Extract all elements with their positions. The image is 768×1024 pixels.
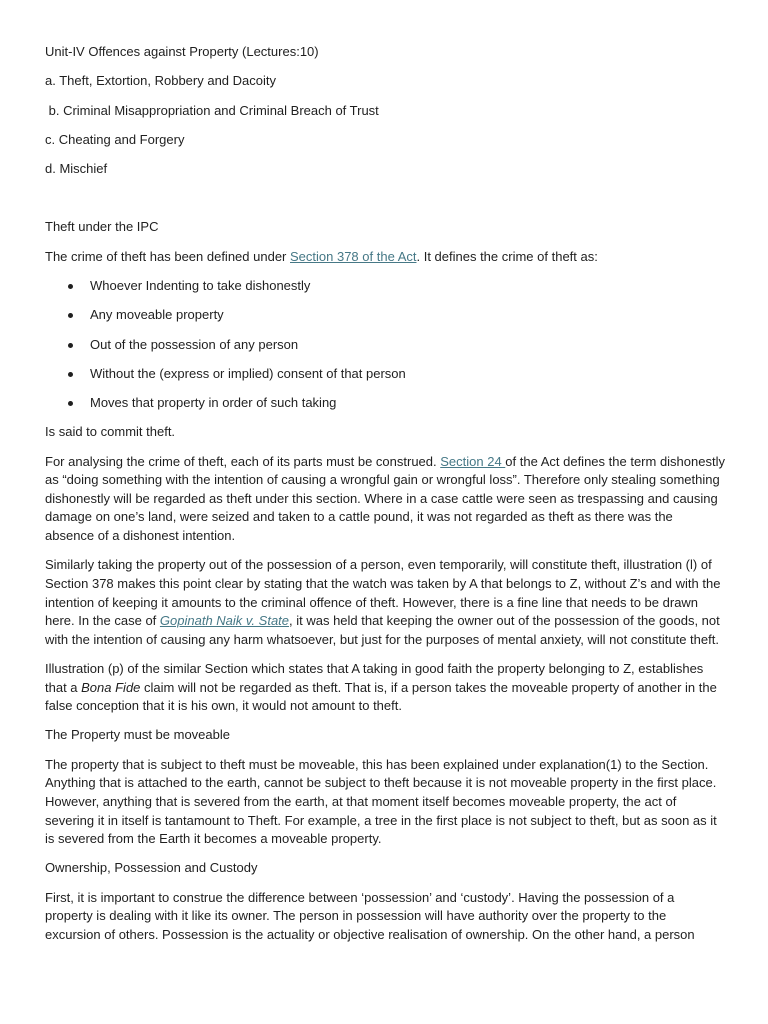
conclusion-text: Is said to commit theft. [45, 424, 176, 440]
spacer [45, 189, 725, 218]
list-item: Any moveable property [90, 306, 725, 325]
case-link-gopinath-naik[interactable]: Gopinath Naik v. State [159, 613, 290, 629]
list-item: Without the (express or implied) consent of that person [90, 365, 725, 384]
moveable-heading: The Property must be moveable [45, 727, 230, 743]
moveable-paragraph: The property that is subject to theft must be moveable, this has been explained under explanation(1) to the Section. Anything that is attached to the earth, cannot be subject to theft because it is not moveable property in the first place. However, anything that is severed from the earth, at that moment itself becomes moveable property, the act of severing it in itself is tantamount to Theft. For example, a tree in the first place is not subject to theft, but as soon as it is severed from the Earth it becomes a moveable property. [45, 756, 717, 847]
unit-heading: Unit-IV Offences against Property (Lectures:10) [45, 44, 319, 59]
topic-item: b. Criminal Misappropriation and Criminal Breach of Trust [45, 102, 379, 118]
document-page [45, 43, 725, 955]
section-378-link[interactable]: Section 378 of the Act [290, 248, 417, 264]
topic-item: d. Mischief [45, 161, 108, 177]
section-24-link[interactable]: Section 24 [440, 453, 506, 469]
ownership-heading: Ownership, Possession and Custody [45, 860, 258, 876]
paragraph-text: Illustration (p) of the similar Section which states that A taking in good faith the property belonging to Z, establishes that a [45, 660, 704, 695]
theft-heading: Theft under the IPC [45, 219, 159, 235]
paragraph-text: claim will not be regarded as theft. That is, if a person takes the moveable property of another in the false conception that it is his own, it would not amount to theft. [45, 679, 717, 714]
topic-item: c. Cheating and Forgery [45, 131, 185, 147]
topic-item: a. Theft, Extortion, Robbery and Dacoity [45, 73, 276, 89]
intro-text: The crime of theft has been defined under [45, 248, 290, 264]
analysis-paragraph [45, 453, 725, 546]
possession-paragraph [45, 556, 725, 649]
illustration-paragraph [45, 660, 725, 716]
paragraph-text: Similarly taking the property out of the possession of a person, even temporarily, will constitute theft, illustration (l) of Section 378 makes this point clear by stating that the watch was taken by A that belongs to Z, without Z’s and with the intention of keeping it amounts to the criminal offence of theft. However, there is a fine line that needs to be drawn here. In the case of [45, 557, 721, 629]
intro-paragraph [45, 248, 725, 267]
bona-fide-emphasis: Bona Fide [81, 679, 141, 695]
ownership-paragraph: First, it is important to construe the difference between ‘possession’ and ‘custody’. Having the possession of a property is dealing with it like its owner. The person in possession will have authority over the property to the excursion of others. Possession is the actuality or objective realisation of ownership. On the other hand, a person [45, 889, 695, 942]
paragraph-text: , it was held that keeping the owner out of the possession of the goods, not with the intention of causing any harm whatsoever, but just for the purposes of mental anxiety, will not constitute theft. [45, 613, 720, 647]
paragraph-text: For analysing the crime of theft, each of its parts must be construed. [45, 453, 441, 469]
theft-elements-list [45, 277, 725, 413]
list-item: Moves that property in order of such taking [90, 394, 725, 413]
paragraph-text: of the Act defines the term dishonestly as “doing something with the intention of causing a wrongful gain or wrongful loss”. Therefore only stealing something dishonestly will be regarded as theft under this section. Where in a case cattle were seen as trespassing and causing damage on one’s land, were seized and taken to a cattle pound, it was not regarded as theft as there was the absence of a dishonest intention. [45, 453, 725, 544]
intro-text: . It defines the crime of theft as: [416, 248, 598, 264]
list-item: Whoever Indenting to take dishonestly [90, 277, 725, 296]
list-item: Out of the possession of any person [90, 336, 725, 355]
